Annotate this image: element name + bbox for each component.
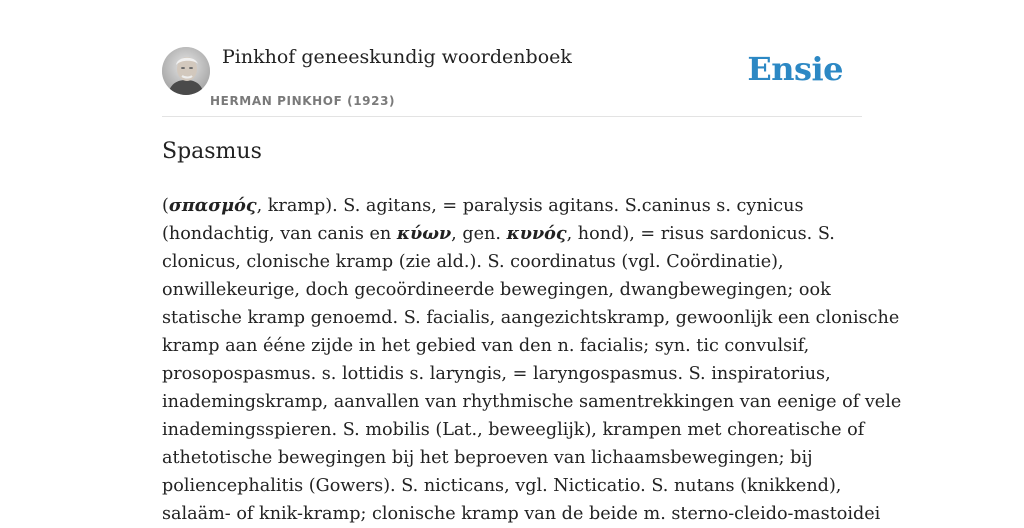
entry-text: poliencephalitis (Gowers). S. nicticans, vgl. Nicticatio. S. nutans (knikkend), <box>162 476 842 496</box>
entry-text: clonicus, clonische kramp (zie ald.). S. coordinatus (vgl. Coördinatie), <box>162 252 784 272</box>
entry-title: Spasmus <box>162 139 262 164</box>
entry-line <box>162 472 862 500</box>
entry-text: , kramp). S. agitans, = paralysis agitans. S.caninus s. cynicus <box>256 196 804 216</box>
entry-text: onwillekeurige, doch gecoördineerde bewegingen, dwangbewegingen; ook <box>162 280 831 300</box>
entry-line <box>162 416 865 444</box>
greek-term: κυνός <box>506 223 567 244</box>
entry-text: ( <box>162 196 169 216</box>
entry-text: , hond), = risus sardonicus. S. <box>566 224 835 244</box>
entry-text: , gen. <box>451 224 507 244</box>
entry-line <box>162 276 862 304</box>
entry-line <box>162 444 862 472</box>
entry-line <box>162 304 900 332</box>
ensie-logo[interactable]: Ensie <box>747 50 843 88</box>
entry-text: inademingsspieren. S. mobilis (Lat., beweeglijk), krampen met choreatische of <box>162 420 865 440</box>
entry-line <box>162 360 862 388</box>
book-title[interactable]: Pinkhof geneeskundig woordenboek <box>222 46 572 68</box>
entry-text: inademingskramp, aanvallen van rhythmische samentrekkingen van eenige of vele <box>162 392 902 412</box>
header <box>162 40 862 117</box>
entry-line <box>162 388 902 416</box>
entry-line <box>162 192 862 220</box>
entry-text: kramp aan ééne zijde in het gebied van den n. facialis; syn. tic convulsif, <box>162 336 810 356</box>
entry-line <box>162 248 862 276</box>
author-avatar <box>162 47 210 95</box>
entry-line <box>162 500 881 528</box>
entry-text: statische kramp genoemd. S. facialis, aangezichtskramp, gewoonlijk een clonische <box>162 308 900 328</box>
entry-line <box>162 220 862 248</box>
entry-text: prosopospasmus. s. lottidis s. laryngis, = laryngospasmus. S. inspiratorius, <box>162 364 831 384</box>
greek-term: κύων <box>396 223 452 244</box>
entry-text: salaäm- of knik-kramp; clonische kramp van de beide m. sterno-cleido-mastoidei <box>162 504 881 524</box>
entry-text: (hondachtig, van canis en <box>162 224 397 244</box>
entry-text: athetotische bewegingen bij het beproeven van lichaamsbewegingen; bij <box>162 448 813 468</box>
greek-term: σπασμός <box>168 195 257 216</box>
entry-body <box>162 192 902 528</box>
entry-line <box>162 332 862 360</box>
author-name[interactable]: HERMAN PINKHOF (1923) <box>210 94 396 108</box>
